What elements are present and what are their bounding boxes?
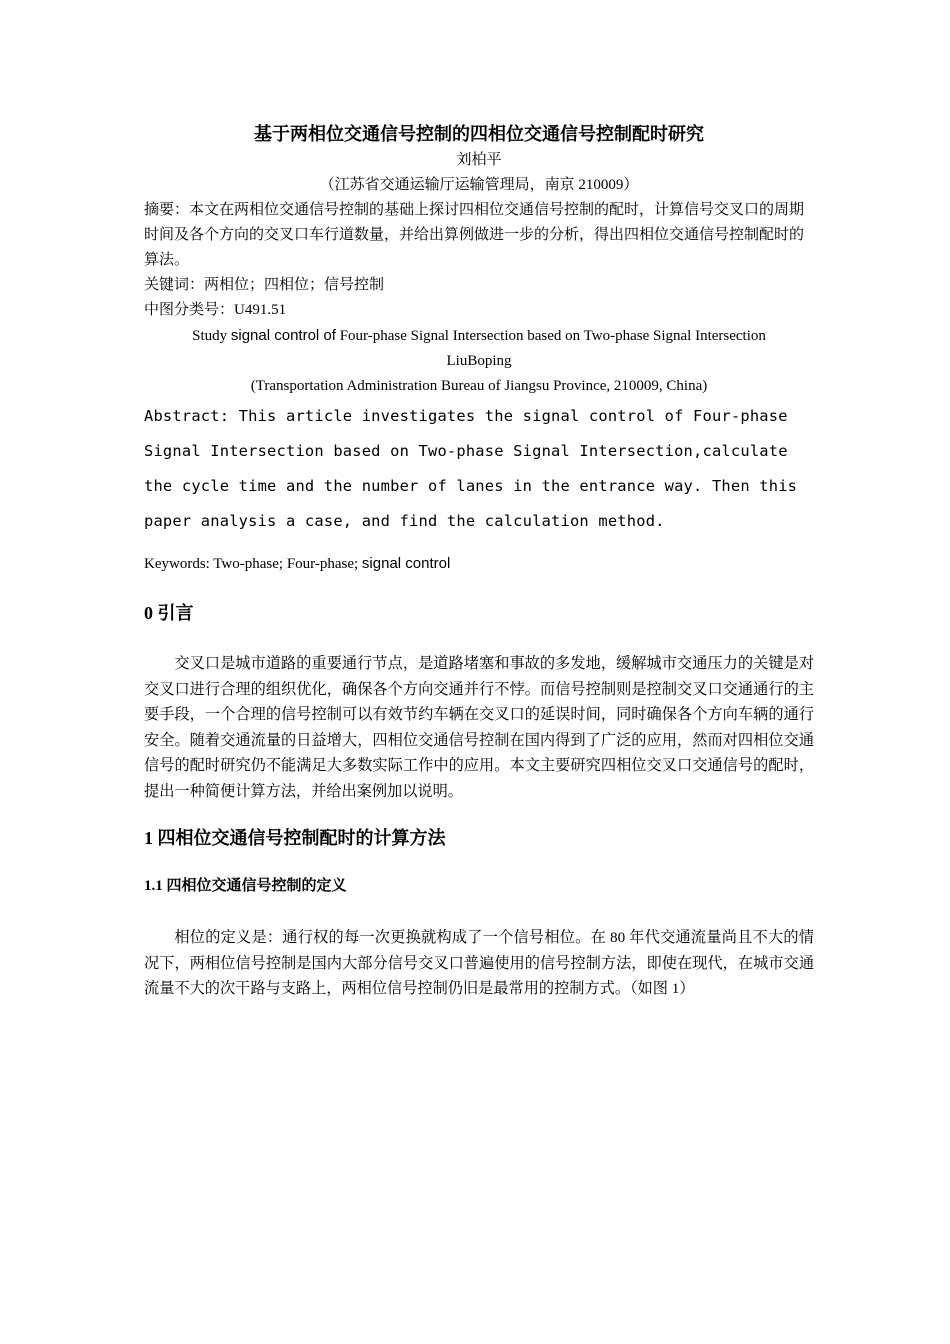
paper-title-cn: 基于两相位交通信号控制的四相位交通信号控制配时研究: [254, 124, 704, 144]
title-en-part3: Four-phase Signal Intersection based on Two-phase Signal Intersection: [335, 328, 766, 344]
keywords-cn: 关键词：两相位；四相位；信号控制: [144, 277, 385, 293]
section-1-1-paragraph: 相位的定义是：通行权的每一次更换就构成了一个信号相位。在 80 年代交通流量尚且不大的情况下，两相位信号控制是国内大部分信号交叉口普遍使用的信号控制方法，即使在现代，在城市交通流量不大的次干路与支路上，两相位信号控制仍旧是最常用的控制方式。（如图 1）: [144, 929, 814, 997]
keywords-en-part2: signal control: [361, 555, 451, 572]
paper-page: [144, 120, 814, 1002]
abstract-en-line: Signal Intersection based on Two-phase Signal Intersection,calculate: [144, 442, 788, 460]
section-0-heading: 0 引言: [144, 603, 194, 623]
paper-title-en: [144, 323, 814, 349]
abstract-en-line: the cycle time and the number of lanes in the entrance way. Then this: [144, 477, 798, 495]
author-en: LiuBoping: [446, 353, 512, 369]
affiliation-cn: （江苏省交通运输厅运输管理局，南京 210009）: [319, 177, 639, 193]
keywords-en: [144, 551, 814, 577]
keywords-en-part1: Keywords: Two-phase; Four-phase;: [144, 556, 362, 572]
abstract-en-line: Abstract: This article investigates the signal control of Four-phase: [144, 407, 788, 425]
abstract-en-line: paper analysis a case, and find the calculation method.: [144, 512, 665, 530]
abstract-cn: 摘要：本文在两相位交通信号控制的基础上探讨四相位交通信号控制的配时，计算信号交叉口的周期时间及各个方向的交叉口车行道数量，并给出算例做进一步的分析，得出四相位交通信号控制配时的算法。: [144, 202, 805, 268]
title-en-part1: Study: [192, 328, 231, 344]
section-0-paragraph: 交叉口是城市道路的重要通行节点，是道路堵塞和事故的多发地，缓解城市交通压力的关键是对交叉口进行合理的组织优化，确保各个方向交通并行不悖。而信号控制则是控制交叉口交通通行的主要手段，一个合理的信号控制可以有效节约车辆在交叉口的延误时间，同时确保各个方向车辆的通行安全。随着交通流量的日益增大，四相位交通信号控制在国内得到了广泛的应用，然而对四相位交通信号的配时研究仍不能满足大多数实际工作中的应用。本文主要研究四相位交叉口交通信号的配时，提出一种简便计算方法，并给出案例加以说明。: [144, 655, 814, 800]
abstract-en: [144, 399, 814, 539]
section-1-heading: 1 四相位交通信号控制配时的计算方法: [144, 828, 446, 848]
section-1-1-heading: 1.1 四相位交通信号控制的定义: [144, 878, 347, 894]
affiliation-en: (Transportation Administration Bureau of Jiangsu Province, 210009, China): [250, 378, 708, 394]
author-cn: 刘柏平: [456, 152, 502, 168]
classification-cn: 中图分类号：U491.51: [144, 302, 287, 318]
title-en-part2: signal control of: [230, 327, 336, 344]
